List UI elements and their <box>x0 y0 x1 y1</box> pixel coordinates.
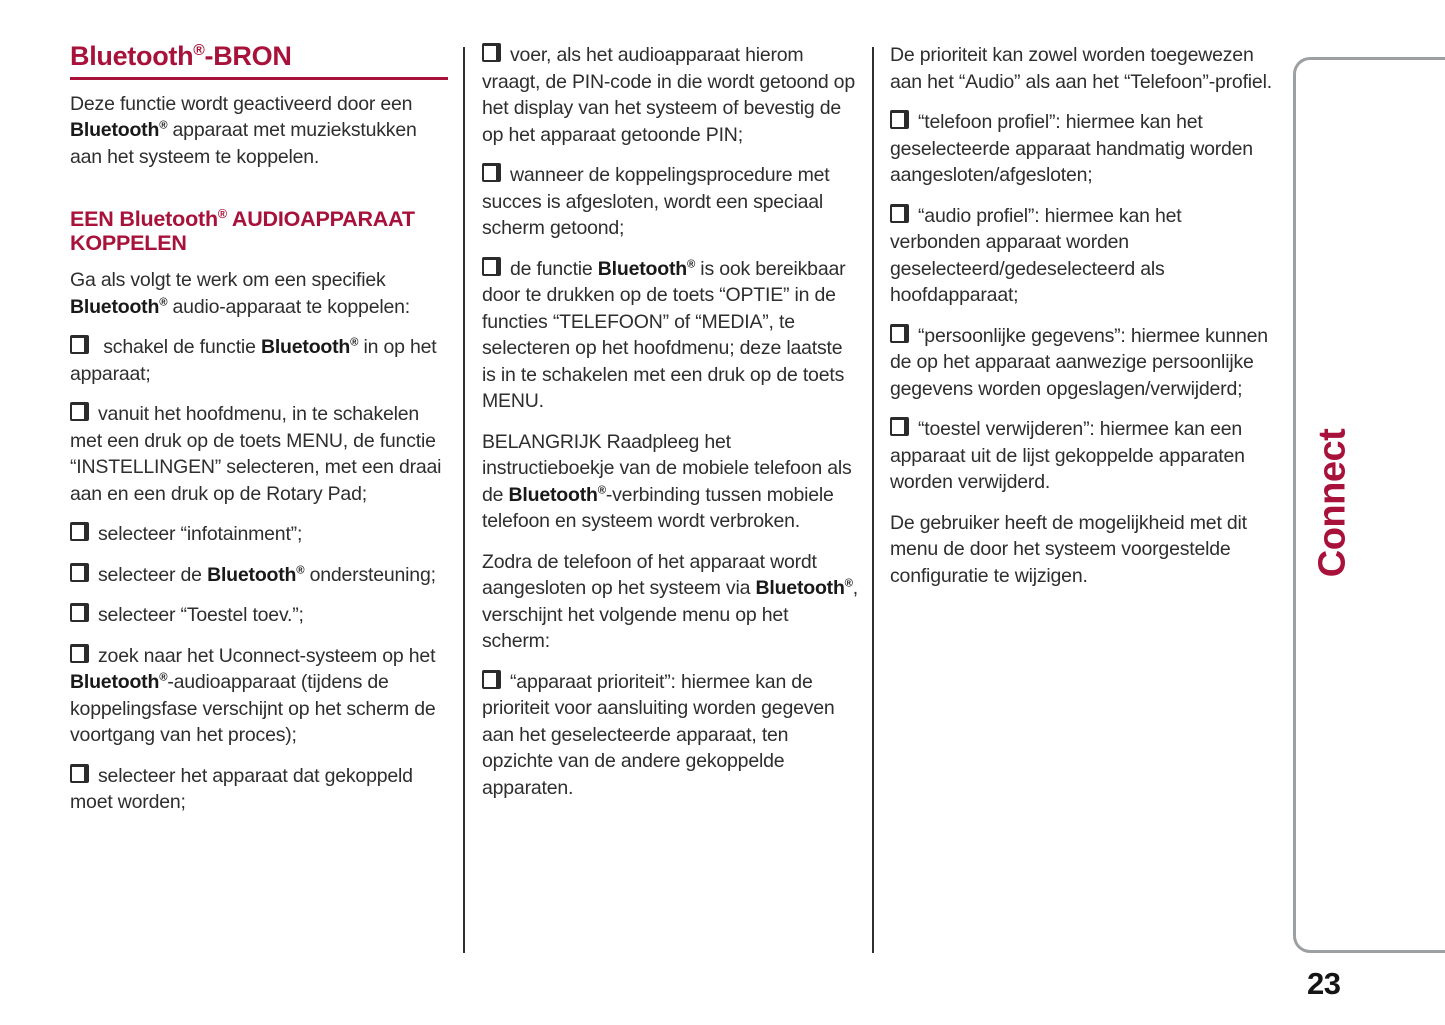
checkbox-bullet-icon <box>70 335 89 354</box>
checkbox-bullet-icon <box>70 764 89 783</box>
checkbox-bullet-icon <box>70 563 89 582</box>
bullet-item <box>482 256 860 415</box>
text-segment: ® <box>159 119 168 132</box>
checkbox-bullet-icon <box>482 670 501 689</box>
text-segment: Ga als volgt te werk om een specifiek <box>70 269 386 292</box>
checkbox-bullet-icon <box>890 417 909 436</box>
text-segment: “audio profiel”: hiermee kan het verbonden apparaat worden geselecteerd/gedeselecteerd als hoofdapparaat; <box>890 204 1182 306</box>
text-segment: “toestel verwijderen”: hiermee kan een apparaat uit de lijst gekoppelde apparaten worden verwijderd. <box>890 418 1245 493</box>
bullet-item <box>482 42 860 148</box>
text-segment: in op het apparaat; <box>70 336 437 385</box>
text-segment: -verbinding tussen mobiele telefoon en systeem wordt verbroken. <box>482 483 834 532</box>
bullet-item <box>70 602 448 629</box>
text-segment: ® <box>193 42 205 59</box>
checkbox-bullet-icon <box>70 402 89 421</box>
column-divider <box>463 47 465 953</box>
text-segment: Zodra de telefoon of het apparaat wordt aangesloten op het systeem via <box>482 550 817 599</box>
bullet-item <box>70 334 448 387</box>
text-segment: selecteer het apparaat dat gekoppeld moet worden; <box>70 764 413 814</box>
checkbox-bullet-icon <box>482 43 501 62</box>
bullet-item <box>70 521 448 548</box>
chapter-tab-label: Connect <box>1311 428 1354 578</box>
text-segment: schakel de functie <box>98 336 261 359</box>
checkbox-bullet-icon <box>890 110 909 129</box>
text-segment: ® <box>296 564 305 577</box>
text-segment: vanuit het hoofdmenu, in te schakelen met een druk op de toets MENU, de functie “INSTELLINGEN” selecteren, met een draai aan en een druk op de Rotary Pad; <box>70 403 442 505</box>
text-segment: “persoonlijke gegevens”: hiermee kunnen de op het apparaat aanwezige persoonlijke gegevens worden opgeslagen/verwijderd; <box>890 324 1268 400</box>
bullet-item <box>890 323 1276 403</box>
paragraph <box>890 42 1276 95</box>
column-divider <box>872 47 874 953</box>
text-segment: Bluetooth <box>260 336 351 359</box>
text-segment: “apparaat prioriteit”: hiermee kan de prioriteit voor aansluiting worden gegeven aan het geselecteerde apparaat, ten opzichte van de andere gekoppelde apparaten. <box>482 670 835 799</box>
column-1 <box>70 42 448 830</box>
paragraph <box>482 549 860 655</box>
text-segment: ® <box>844 577 853 590</box>
text-segment: ® <box>350 336 359 349</box>
text-segment: is ook bereikbaar door te drukken op de toets “OPTIE” in de functies “TELEFOON” of “MEDIA”, te selecteren op het hoofdmenu; deze laatste is in te schakelen met een druk op de toets MENU. <box>482 257 846 412</box>
column-3 <box>890 42 1276 603</box>
text-segment: Bluetooth <box>70 41 194 71</box>
checkbox-bullet-icon <box>70 603 89 622</box>
paragraph <box>70 267 448 320</box>
text-segment: apparaat met muziekstukken aan het systeem te koppelen. <box>70 119 417 168</box>
text-segment: , verschijnt het volgende menu op het scherm: <box>482 577 859 652</box>
bullet-item <box>482 669 860 802</box>
text-segment: ® <box>597 484 606 496</box>
bullet-item <box>482 162 860 242</box>
checkbox-bullet-icon <box>890 204 909 223</box>
text-segment: Bluetooth <box>207 563 297 586</box>
text-segment: wanneer de koppelingsprocedure met succes is afgesloten, wordt een speciaal scherm getoond; <box>482 164 830 239</box>
bullet-item <box>70 401 448 507</box>
paragraph <box>890 510 1276 590</box>
bullet-item <box>70 643 448 749</box>
text-segment: Bluetooth <box>70 671 160 694</box>
page-number: 23 <box>1307 966 1341 1001</box>
text-segment: ® <box>686 258 696 270</box>
text-segment: selecteer “infotainment”; <box>98 523 303 546</box>
text-segment: Deze functie wordt geactiveerd door een <box>70 92 413 115</box>
text-segment: AUDIOAPPARAAT KOPPELEN <box>70 207 415 255</box>
text-segment: ® <box>159 671 168 684</box>
bullet-item <box>890 109 1276 189</box>
bullet-item <box>890 203 1276 309</box>
section-heading <box>70 208 448 255</box>
column-2 <box>482 42 860 815</box>
text-segment: ® <box>217 207 227 222</box>
text-segment: selecteer de <box>98 563 208 586</box>
text-segment: Bluetooth <box>70 119 160 142</box>
paragraph <box>70 91 448 171</box>
text-segment: zoek naar het Uconnect-systeem op het <box>98 644 436 667</box>
text-segment: EEN Bluetooth <box>70 207 218 232</box>
text-segment: Bluetooth <box>508 483 598 506</box>
text-segment: audio-apparaat te koppelen: <box>167 295 410 318</box>
text-segment: -BRON <box>204 41 292 71</box>
checkbox-bullet-icon <box>70 644 89 663</box>
bullet-item <box>70 763 448 816</box>
text-segment: De gebruiker heeft de mogelijkheid met dit menu de door het systeem voorgestelde configuratie te wijzigen. <box>890 511 1247 587</box>
text-segment: Bluetooth <box>70 295 160 318</box>
checkbox-bullet-icon <box>482 257 501 276</box>
text-segment: Bluetooth <box>597 257 687 280</box>
text-segment: de functie <box>510 257 598 280</box>
bullet-item <box>70 562 448 589</box>
bullet-item <box>890 416 1276 496</box>
text-segment: BELANGRIJK Raadpleeg het instructieboekje van de mobiele telefoon als de <box>482 430 852 506</box>
text-segment: selecteer “Toestel toev.”; <box>98 604 304 627</box>
page-title <box>70 42 448 80</box>
paragraph <box>482 429 860 535</box>
text-segment: ® <box>159 296 168 309</box>
text-segment: “telefoon profiel”: hiermee kan het geselecteerde apparaat handmatig worden aangesloten/afgesloten; <box>890 111 1253 186</box>
checkbox-bullet-icon <box>890 324 909 343</box>
text-segment: -audioapparaat (tijdens de koppelingsfase verschijnt op het scherm de voortgang van het proces); <box>70 671 436 747</box>
text-segment: voer, als het audioapparaat hierom vraagt, de PIN-code in die wordt getoond op het display van het systeem of bevestig de op het apparaat getoonde PIN; <box>482 44 855 146</box>
text-segment: ondersteuning; <box>304 563 436 586</box>
checkbox-bullet-icon <box>70 522 89 541</box>
text-segment: De prioriteit kan zowel worden toegewezen aan het “Audio” als aan het “Telefoon”-profiel. <box>890 44 1272 93</box>
checkbox-bullet-icon <box>482 163 501 182</box>
text-segment: Bluetooth <box>755 577 845 599</box>
